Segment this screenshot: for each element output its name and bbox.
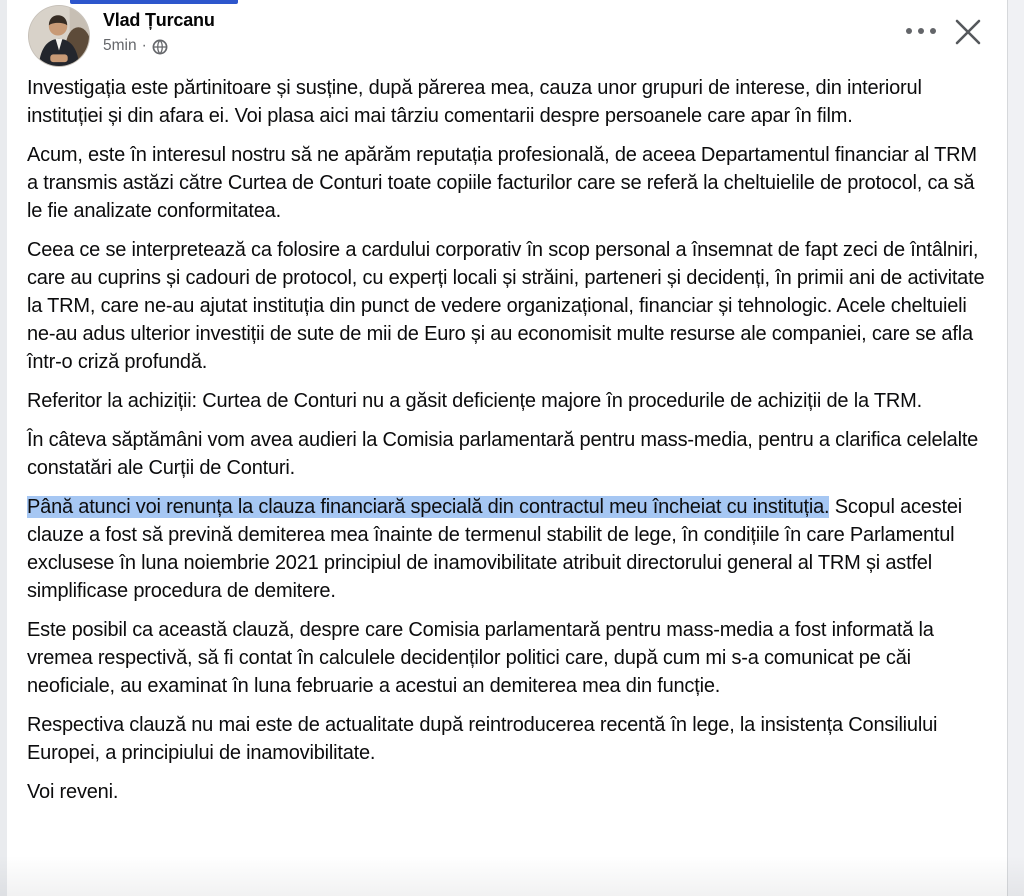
post-paragraph: Este posibil ca această clauză, despre care Comisia parlamentară pentru mass-media a fost informată la vremea respectivă, să fi contat în calculele decidenților politici care, după cum mi s-a comunicat pe căi neoficiale, au examinat în luna februarie a acestui an demiterea mea din funcție. — [27, 619, 934, 697]
close-icon — [951, 15, 985, 49]
scrollbar-track[interactable] — [1007, 0, 1024, 896]
more-options-button[interactable] — [899, 22, 943, 40]
post-header — [0, 0, 1024, 72]
post-paragraph: Ceea ce se interpretează ca folosire a cardului corporativ în scop personal a însemnat de fapt zeci de întâlniri, care au cuprins și cadouri de protocol, cu experți locali și străini, parteneri și decidenți, în primii ani de activitate la TRM, care ne-au ajutat instituția din punct de vedere organizațional, financiar și tehnologic. Acele cheltuieli ne-au adus ulterior investiții de sute de mii de Euro și au economisit multe resurse ale companiei, care se afla într-o criză profundă. — [27, 239, 985, 373]
post-meta[interactable] — [103, 36, 168, 56]
close-button[interactable] — [946, 10, 990, 54]
dot-icon — [918, 28, 924, 34]
author-name[interactable]: Vlad Țurcanu — [103, 10, 215, 30]
post-paragraph: Referitor la achiziții: Curtea de Conturi nu a găsit deficiențe majore în procedurile de achiziții de la TRM. — [27, 390, 922, 412]
post-paragraph: Acum, este în interesul nostru să ne apărăm reputația profesională, de aceea Departamentul financiar al TRM a transmis astăzi către Curtea de Conturi toate copiile facturilor care se referă la cheltuielile de protocol, ca să le fie analizate conformitatea. — [27, 144, 977, 222]
post-paragraph: Investigația este părtinitoare și susține, după părerea mea, cauza unor grupuri de interese, din interiorul instituției și din afara ei. Voi plasa aici mai târziu comentarii despre persoanele care apar în film. — [27, 77, 922, 127]
post-body — [27, 74, 989, 806]
dot-icon — [906, 28, 912, 34]
avatar[interactable] — [28, 5, 90, 67]
dot-icon — [930, 28, 936, 34]
bottom-edge-fade — [0, 856, 1024, 896]
post-paragraph: Voi reveni. — [27, 781, 119, 803]
post-paragraph: În câteva săptămâni vom avea audieri la Comisia parlamentară pentru mass-media, pentru a clarifica celelalte constatări ale Curții de Conturi. — [27, 429, 979, 479]
highlighted-sentence: Până atunci voi renunța la clauza financiară specială din contractul meu încheiat cu instituția. — [27, 496, 830, 518]
post-paragraph: Până atunci voi renunța la clauza financiară specială din contractul meu încheiat cu instituția. Scopul acestei clauze a fost să prevină demiterea mea înainte de termenul stabilit de lege, în condițiile în care Parlamentul exclusese în luna noiembrie 2021 principiul de inamovibilitate atribuit directorului general al TRM și astfel simplificase procedura de demitere. — [27, 496, 963, 602]
avatar-photo — [29, 6, 89, 66]
globe-icon — [152, 39, 168, 55]
timestamp[interactable]: 5min — [103, 37, 137, 54]
meta-separator: · — [141, 37, 147, 54]
post-paragraph: Respectiva clauză nu mai este de actualitate după reintroducerea recentă în lege, la insistența Consiliului Europei, a principiului de inamovibilitate. — [27, 714, 938, 764]
page-left-edge — [0, 0, 7, 896]
